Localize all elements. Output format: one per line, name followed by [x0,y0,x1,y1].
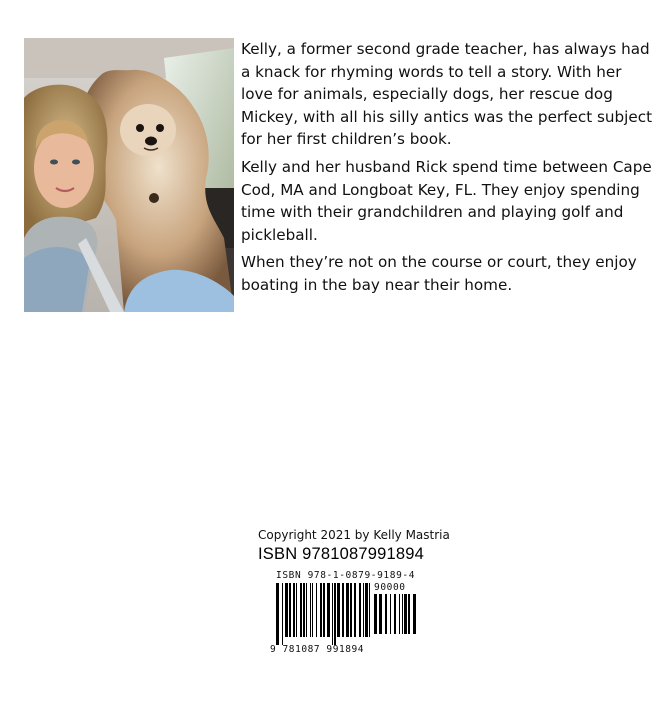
barcode-price-code: 90000 [374,582,406,593]
author-bio [241,38,657,302]
price-addon-bars [374,594,418,642]
isbn-label: ISBN 9781087991894 [258,545,424,563]
barcode-isbn-text: ISBN 978-1-0879-9189-4 [276,570,416,581]
colophon [258,528,458,564]
ean-barcode-bars [276,583,372,645]
bio-paragraph: Kelly, a former second grade teacher, has always had a knack for rhyming words to tell a story. With her love for animals, especially dogs, her rescue dog Mickey, with all his silly antics was the perfect subject for her first children’s book. [241,40,653,149]
barcode-ean-digits: 9 781087 991894 [270,644,365,655]
copyright-notice: Copyright 2021 by Kelly Mastria [258,528,450,542]
author-photo [24,38,234,312]
bio-paragraph: Kelly and her husband Rick spend time between Cape Cod, MA and Longboat Key, FL. They enjoy spending time with their grandchildren and playing golf and pickleball. [241,157,652,244]
isbn-barcode [270,570,422,656]
author-photo-image [24,38,234,312]
bio-paragraph: When they’re not on the course or court, they enjoy boating in the bay near their home. [241,253,637,294]
